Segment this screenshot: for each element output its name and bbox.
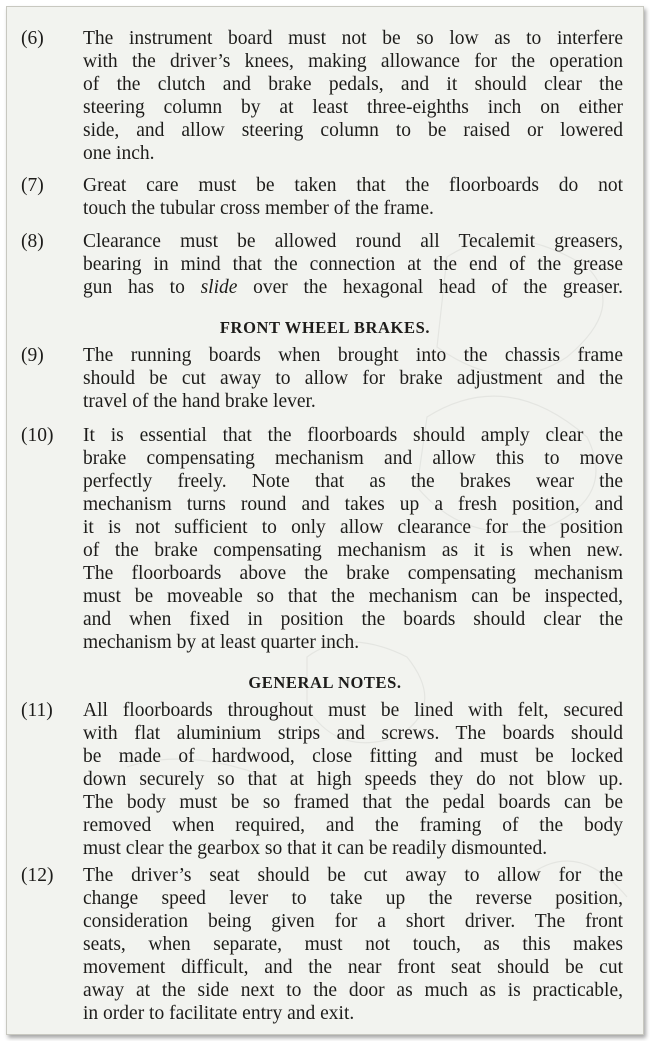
emphasized-word: slide — [200, 277, 238, 298]
item-line: of the brake compensating mechanism as it is when new. — [83, 540, 623, 561]
item-line: steering column by at least three-eighths inch on either — [83, 97, 623, 118]
item-line: The floorboards above the brake compensating mechanism — [83, 563, 623, 584]
item-line: touch the tubular cross member of the frame. — [83, 198, 434, 219]
section-heading-front-wheel-brakes: FRONT WHEEL BRAKES. — [219, 318, 431, 337]
item-line: gun has to slide over the hexagonal head of the greaser. — [83, 277, 623, 298]
item-line: and when fixed in position the boards should clear the — [83, 609, 623, 630]
item-number: (7) — [21, 175, 44, 196]
item-line: travel of the hand brake lever. — [83, 391, 316, 412]
item-line: mechanism by at least quarter inch. — [83, 632, 360, 653]
item-line: away at the side next to the door as much as is practicable, — [83, 980, 623, 1001]
item-line: consideration being given for a short driver. The front — [83, 911, 623, 932]
section-heading-general-notes: GENERAL NOTES. — [248, 673, 402, 692]
item-line: must be moveable so that the mechanism can be inspected, — [83, 586, 623, 607]
item-number: (8) — [21, 231, 44, 252]
item-line: with the driver’s knees, making allowance for the operation — [83, 51, 623, 72]
item-line: must clear the gearbox so that it can be readily dismounted. — [83, 838, 548, 859]
item-line: of the clutch and brake pedals, and it should clear the — [83, 74, 623, 95]
item-line: side, and allow steering column to be raised or lowered — [83, 120, 623, 141]
item-line: The driver’s seat should be cut away to allow for the — [83, 865, 623, 886]
item-line: movement difficult, and the near front seat should be cut — [83, 957, 623, 978]
item-line: Great care must be taken that the floorboards do not — [83, 175, 623, 196]
item-number: (10) — [21, 425, 54, 446]
item-line: brake compensating mechanism and allow this to move — [83, 448, 623, 469]
item-line: perfectly freely. Note that as the brakes wear the — [83, 471, 623, 492]
item-line: mechanism turns round and takes up a fresh position, and — [83, 494, 623, 515]
item-line: The body must be so framed that the pedal boards can be — [83, 792, 623, 813]
item-line: should be cut away to allow for brake adjustment and the — [83, 368, 623, 389]
item-line: removed when required, and the framing of the body — [83, 815, 623, 836]
item-line: All floorboards throughout must be lined with felt, secured — [83, 700, 623, 721]
item-line: one inch. — [83, 143, 155, 164]
item-line: The running boards when brought into the chassis frame — [83, 345, 623, 366]
item-line: seats, when separate, must not touch, as this makes — [83, 934, 623, 955]
item-number: (12) — [21, 865, 54, 886]
item-line: be made of hardwood, close fitting and must be locked — [83, 746, 623, 767]
item-line: it is not sufficient to only allow clearance for the position — [83, 517, 623, 538]
item-line: It is essential that the floorboards should amply clear the — [83, 425, 623, 446]
item-line: Clearance must be allowed round all Tecalemit greasers, — [83, 231, 623, 252]
item-number: (9) — [21, 345, 44, 366]
item-line: bearing in mind that the connection at the end of the grease — [83, 254, 623, 275]
item-line: down securely so that at high speeds they do not blow up. — [83, 769, 623, 790]
item-number: (11) — [21, 700, 53, 721]
item-line: change speed lever to take up the reverse position, — [83, 888, 623, 909]
item-line: The instrument board must not be so low as to interfere — [83, 28, 623, 49]
document-page — [6, 6, 644, 1035]
item-line: in order to facilitate entry and exit. — [83, 1003, 355, 1024]
item-number: (6) — [21, 28, 44, 49]
item-line: with flat aluminium strips and screws. The boards should — [83, 723, 623, 744]
